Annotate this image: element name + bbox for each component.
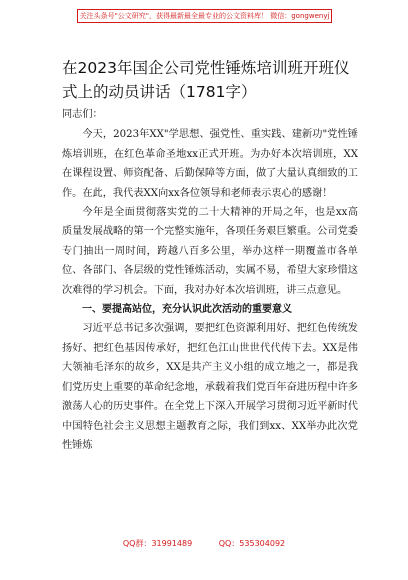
salutation: 同志们： [62, 109, 103, 120]
paragraph-2: 今年是全面贯彻落实党的二十大精神的开局之年，也是xx高质量发展战略的第一个完整实施年，各项任务艰巨繁重。公司党委专门抽出一周时间，跨越八百多公里，举办这样一期覆盖市各单位、各部门、各层级的党性锤炼活动，实属不易，希望大家珍惜这次难得的学习机会。下面，我对办好本次培训班，讲三点意见。 [62, 207, 358, 296]
qq-number: QQ：535304092 [218, 539, 286, 548]
paragraph-3: 习近平总书记多次强调，要把红色资源利用好、把红色传统发扬好、把红色基因传承好，把红色江山世世代代传下去。XX是伟大领袖毛泽东的故乡，XX是共产主义小组的成立地之一，都是我们党历史上重要的革命纪念地，承载着我们党百年奋进历程中许多激荡人心的历史事件。在全党上下深入开展学习贯彻习近平新时代中国特色社会主义思想主题教育之际，我们到xx、XX举办此次党性锤炼 [62, 323, 358, 451]
section-heading-1: 一、要提高站位，充分认识此次活动的重要意义 [82, 304, 292, 316]
qq-group-number: QQ群：31991489 [122, 539, 193, 548]
document-body [62, 105, 358, 455]
promo-banner: 关注头条号"公文研究"，获得最新最全最专业的公文资料库！ 微信：gongwenyj [77, 9, 332, 23]
document-title: 在2023年国企公司党性锤炼培训班开班仪式上的动员讲话（1781字） [62, 59, 350, 101]
contact-footer [0, 538, 408, 549]
paragraph-1: 今天，2023年XX"学思想、强党性、重实践、建新功"党性锤炼培训班，在红色革命圣地xx正式开班。为办好本次培训班，XX在课程设置、师资配备、后勤保障等方面，做了大量认真细致的工作。在此，我代表XX向xx各位领导和老师表示衷心的感谢！ [62, 129, 358, 199]
